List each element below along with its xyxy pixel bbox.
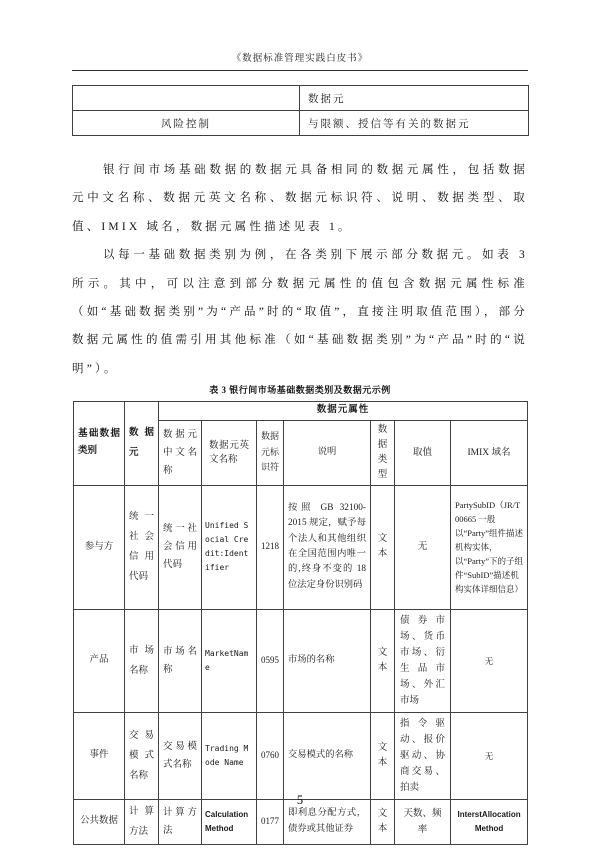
cell-data-type: 文本 [371,799,395,844]
th-attributes-group: 数据元属性 [159,402,528,421]
header-divider-rule [72,70,528,71]
th-en-name: 数据元英文名称 [202,420,257,485]
cell-imix-domain: 无 [451,609,528,712]
body-text [72,156,528,383]
cell-category: 事件 [74,712,125,799]
cell-description: 按照 GB 32100-2015 规定，赋予每个法人和其他组织在全国范围内唯一的,终身不变的 18 位法定身份识别码 [284,485,371,609]
th-description: 说明 [284,420,371,485]
table-row [73,86,529,111]
cell-value: 无 [395,485,451,609]
cell-description: 即利息分配方式，债券或其他证券 [284,799,371,844]
cell-element: 交易模式名称 [125,712,159,799]
th-cn-name: 数据元中文名称 [159,420,202,485]
paragraph-1: 银行间市场基础数据的数据元具备相同的数据元属性，包括数据元中文名称、数据元英文名称、数据元标识符、说明、数据类型、取值、IMIX 域名，数据元属性描述见表 1。 [72,164,528,233]
data-elements-table [73,401,528,845]
table-row-product [74,609,528,712]
table-row [73,111,529,136]
table-row-event [74,712,528,799]
page-number: 5 [296,793,304,807]
cell-cn-name: 交易模式名称 [159,712,202,799]
cell-cn-name: 市场名称 [159,609,202,712]
cell-data-type: 文本 [371,485,395,609]
risk-control-table [72,85,529,136]
cell-cn-name: 统一社会信用代码 [159,485,202,609]
cell-element: 市场名称 [125,609,159,712]
cell-element: 统一社会信用代码 [125,485,159,609]
th-identifier: 数据元标识符 [257,420,284,485]
cell-value: 指令驱动、报价驱动、协商交易、拍卖 [395,712,451,799]
cell-identifier: 1218 [257,485,284,609]
cell-value: 天数、频率 [395,799,451,844]
th-category: 基础数据类别 [74,402,125,486]
cell-en-name: MarketName [202,609,257,712]
table-header-row [74,402,528,421]
cell-value: 债券市场、货币市场、衍生品市场、外汇市场 [395,609,451,712]
cell-description: 交易模式的名称 [284,712,371,799]
cell-imix-domain: PartySubID（JR/T 00665 一般以“Party”组件描述机构实体，以“Party”下的子组件“SubID”描述机构实体详细信息） [451,485,528,609]
risk-table-cell-category: 风险控制 [73,111,300,136]
cell-category: 产品 [74,609,125,712]
cell-category: 参与方 [74,485,125,609]
table3-caption: 表 3 银行间市场基础数据类别及数据元示例 [209,385,391,395]
cell-identifier: 0595 [257,609,284,712]
cell-identifier: 0177 [257,799,284,844]
cell-imix-domain: InterstAllocation Method [451,799,528,844]
th-data-type: 数据类型 [371,420,395,485]
cell-en-name: Trading Mode Name [202,712,257,799]
risk-table-cell-element: 与限额、授信等有关的数据元 [300,111,529,136]
risk-table-cell-empty [73,86,300,111]
running-header-title: 《数据标准管理实践白皮书》 [231,54,369,64]
table-row-participant [74,485,528,609]
cell-cn-name: 计算方法 [159,799,202,844]
cell-identifier: 0760 [257,712,284,799]
th-value: 取值 [395,420,451,485]
cell-en-name: Unified Social Credit:Identifier [202,485,257,609]
cell-data-type: 文本 [371,609,395,712]
paragraph-2: 以每一基础数据类别为例，在各类别下展示部分数据元。如表 3 所示。其中，可以注意到部分数据元属性的值包含数据元属性标准（如“基础数据类别”为“产品”时的“取值”，直接注明取值范围），部分数据元属性的值需引用其他标准（如“基础数据类别”为“产品”时的“说明”）。 [72,249,528,375]
cell-element: 计算方法 [125,799,159,844]
th-imix-domain: IMIX 域名 [451,420,528,485]
cell-category: 公共数据 [74,799,125,844]
cell-description: 市场的名称 [284,609,371,712]
risk-table-cell-element: 数据元 [300,86,529,111]
cell-data-type: 文本 [371,712,395,799]
cell-imix-domain: 无 [451,712,528,799]
th-element: 数据元 [125,402,159,486]
cell-en-name: Calculation Method [202,799,257,844]
